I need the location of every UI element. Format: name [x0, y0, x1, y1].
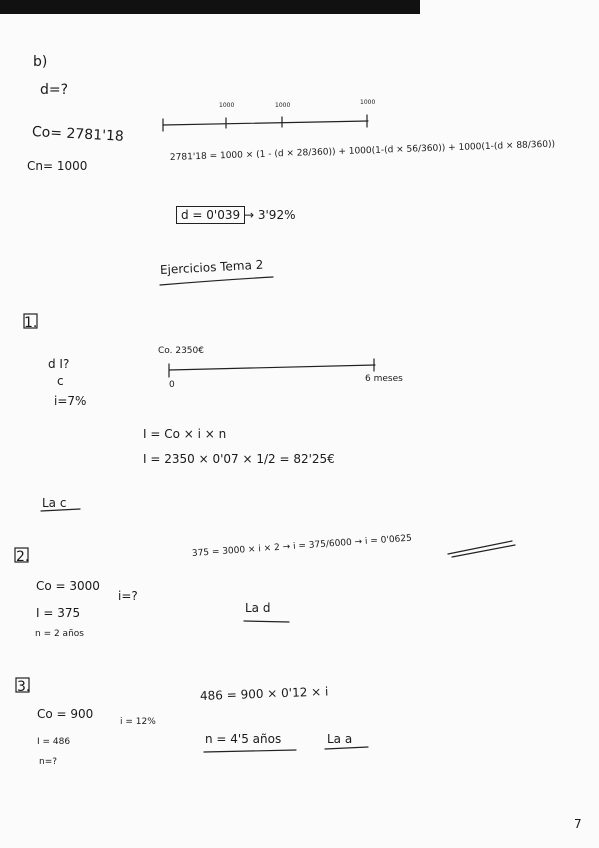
ex3-given-co: Co = 900 — [37, 707, 94, 721]
ex1-co-label: Co. 2350€ — [158, 346, 204, 356]
ex1-timeline-end: 6 meses — [365, 374, 403, 384]
ex2-result-underline — [452, 545, 515, 557]
ex2-answer-underline — [244, 621, 289, 622]
part-b-equation: 2781'18 = 1000 × (1 - (d × 28/360)) + 1000(1-(d × 56/360)) + 1000(1-(d × 88/360)) — [169, 139, 556, 163]
scan-top-border — [0, 0, 420, 14]
ex2-calculation: 375 = 3000 × i × 2 → i = 375/6000 → i = 0'0625 — [191, 533, 413, 559]
part-b-label: b) — [33, 54, 48, 70]
ex1-timeline-start: 0 — [169, 380, 175, 390]
ex1-number: 1. — [24, 315, 38, 331]
ex1-answer: La c — [42, 496, 67, 510]
ex2-answer: La d — [245, 601, 271, 615]
part-b-unknown: d=? — [40, 82, 69, 98]
ex2-given-co: Co = 3000 — [36, 579, 100, 593]
ex1-given-answer-letter: c — [57, 374, 64, 388]
ex2-result-underline — [448, 541, 512, 554]
part-b-co: Co= 2781'18 — [31, 124, 125, 145]
ex2-number: 2. — [16, 549, 30, 565]
ex1-calculation: I = 2350 × 0'07 × 1/2 = 82'25€ — [143, 452, 335, 466]
page-number: 7 — [574, 817, 582, 831]
ex3-rate: i = 12% — [120, 717, 156, 727]
section-heading: Ejercicios Tema 2 — [159, 257, 264, 277]
ex1-given-rate: i=7% — [54, 394, 87, 408]
ex3-given-interest: I = 486 — [37, 737, 71, 747]
timeline-tick-label: 1000 — [360, 99, 376, 106]
ex2-unknown: i=? — [118, 589, 138, 603]
ex2-given-time: n = 2 años — [35, 629, 84, 639]
timeline-b-line — [163, 121, 368, 125]
ex3-result-underline — [204, 750, 296, 752]
ex3-answer-underline — [325, 747, 368, 749]
ex3-number: 3. — [17, 679, 31, 695]
ex3-calculation: 486 = 900 × 0'12 × i — [199, 684, 329, 703]
timeline-tick-label: 1000 — [275, 102, 291, 109]
ex2-given-interest: I = 375 — [36, 606, 81, 620]
ex1-formula: I = Co × i × n — [143, 427, 227, 441]
heading-underline — [160, 277, 273, 285]
part-b-result-boxed: d = 0'039 — [176, 206, 245, 224]
ex1-given-unknown: d I? — [48, 357, 70, 371]
ex3-result: n = 4'5 años — [205, 732, 282, 746]
ex3-given-unknown: n=? — [39, 757, 58, 767]
ex3-answer: La a — [327, 732, 353, 746]
timeline-ex1-line — [169, 365, 375, 370]
timeline-tick-label: 1000 — [219, 102, 235, 109]
part-b-result-percent: → 3'92% — [244, 208, 296, 222]
part-b-cn: Cn= 1000 — [27, 159, 88, 173]
